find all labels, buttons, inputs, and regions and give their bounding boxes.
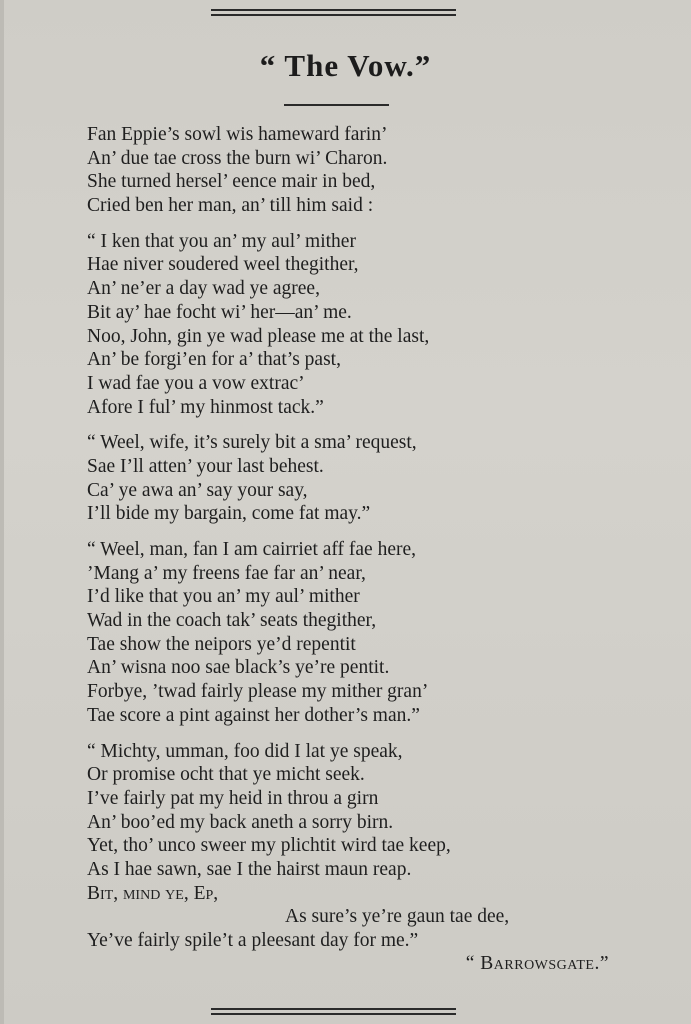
- poem-line: “ Weel, wife, it’s surely bit a sma’ request,: [87, 432, 417, 454]
- poem-line-smallcaps: Bit, mind ye, Ep,: [87, 882, 219, 904]
- poem-line: Noo, John, gin ye wad please me at the last,: [87, 325, 430, 347]
- poem-line: Wad in the coach tak’ seats thegither,: [87, 610, 377, 632]
- poem-line: An’ due tae cross the burn wi’ Charon.: [87, 147, 388, 169]
- poem-line: I’d like that you an’ my aul’ mither: [87, 586, 360, 608]
- poem-line: Bit ay’ hae focht wi’ her—an’ me.: [87, 301, 352, 323]
- poem-line: Forbye, ’twad fairly please my mither gran’: [87, 681, 429, 703]
- poem-line: Fan Eppie’s sowl wis hameward farin’: [87, 124, 388, 145]
- poem-line: Hae niver soudered weel thegither,: [87, 254, 359, 276]
- poem-line: An’ wisna noo sae black’s ye’re pentit.: [87, 657, 390, 679]
- stanza-4: [87, 538, 667, 728]
- author-signature: “ Barrowsgate.”: [465, 953, 609, 974]
- poem-line: I’ll bide my bargain, come fat may.”: [87, 503, 371, 525]
- poem-line-indented: As sure’s ye’re gaun tae dee,: [285, 906, 510, 928]
- poem-line: Tae show the neipors ye’d repentit: [87, 633, 356, 655]
- poem-line: ’Mang a’ my freens fae far an’ near,: [87, 562, 366, 584]
- poem-line: Tae score a pint against her dother’s man.”: [87, 704, 420, 726]
- poem-line: “ I ken that you an’ my aul’ mither: [87, 230, 356, 252]
- poem-line: An’ ne’er a day wad ye agree,: [87, 278, 320, 300]
- poem-line: I’ve fairly pat my heid in throu a girn: [87, 787, 379, 809]
- poem-body: [87, 123, 667, 965]
- poem-line: An’ be forgi’en for a’ that’s past,: [87, 349, 341, 371]
- stanza-3: [87, 431, 667, 526]
- poem-line: Or promise ocht that ye micht seek.: [87, 764, 365, 786]
- poem-line: I wad fae you a vow extrac’: [87, 372, 305, 394]
- poem-line: “ Michty, umman, foo did I lat ye speak,: [87, 740, 403, 762]
- stanza-1: [87, 123, 667, 218]
- stanza-2: [87, 230, 667, 420]
- poem-line: As I hae sawn, sae I the hairst maun reap.: [87, 858, 412, 880]
- poem-title: “ The Vow.”: [259, 48, 432, 83]
- poem-line: Ye’ve fairly spile’t a pleesant day for me.”: [87, 930, 419, 951]
- poem-line: “ Weel, man, fan I am cairriet aff fae here,: [87, 539, 417, 560]
- stanza-5: [87, 740, 667, 953]
- poem-line: Cried ben her man, an’ till him said :: [87, 195, 374, 217]
- page-binding-edge: [0, 0, 4, 1024]
- poem-line: Yet, tho’ unco sweer my plichtit wird tae keep,: [87, 835, 451, 857]
- poem-line: Afore I ful’ my hinmost tack.”: [87, 396, 324, 418]
- poem-line: An’ boo’ed my back aneth a sorry birn.: [87, 811, 394, 833]
- poem-line: She turned hersel’ eence mair in bed,: [87, 171, 376, 193]
- title-underline-rule: [284, 104, 389, 106]
- poem-line: Sae I’ll atten’ your last behest.: [87, 455, 324, 477]
- poem-line: Ca’ ye awa an’ say your say,: [87, 479, 308, 501]
- bottom-double-rule: [211, 1008, 456, 1018]
- top-double-rule: [211, 9, 456, 19]
